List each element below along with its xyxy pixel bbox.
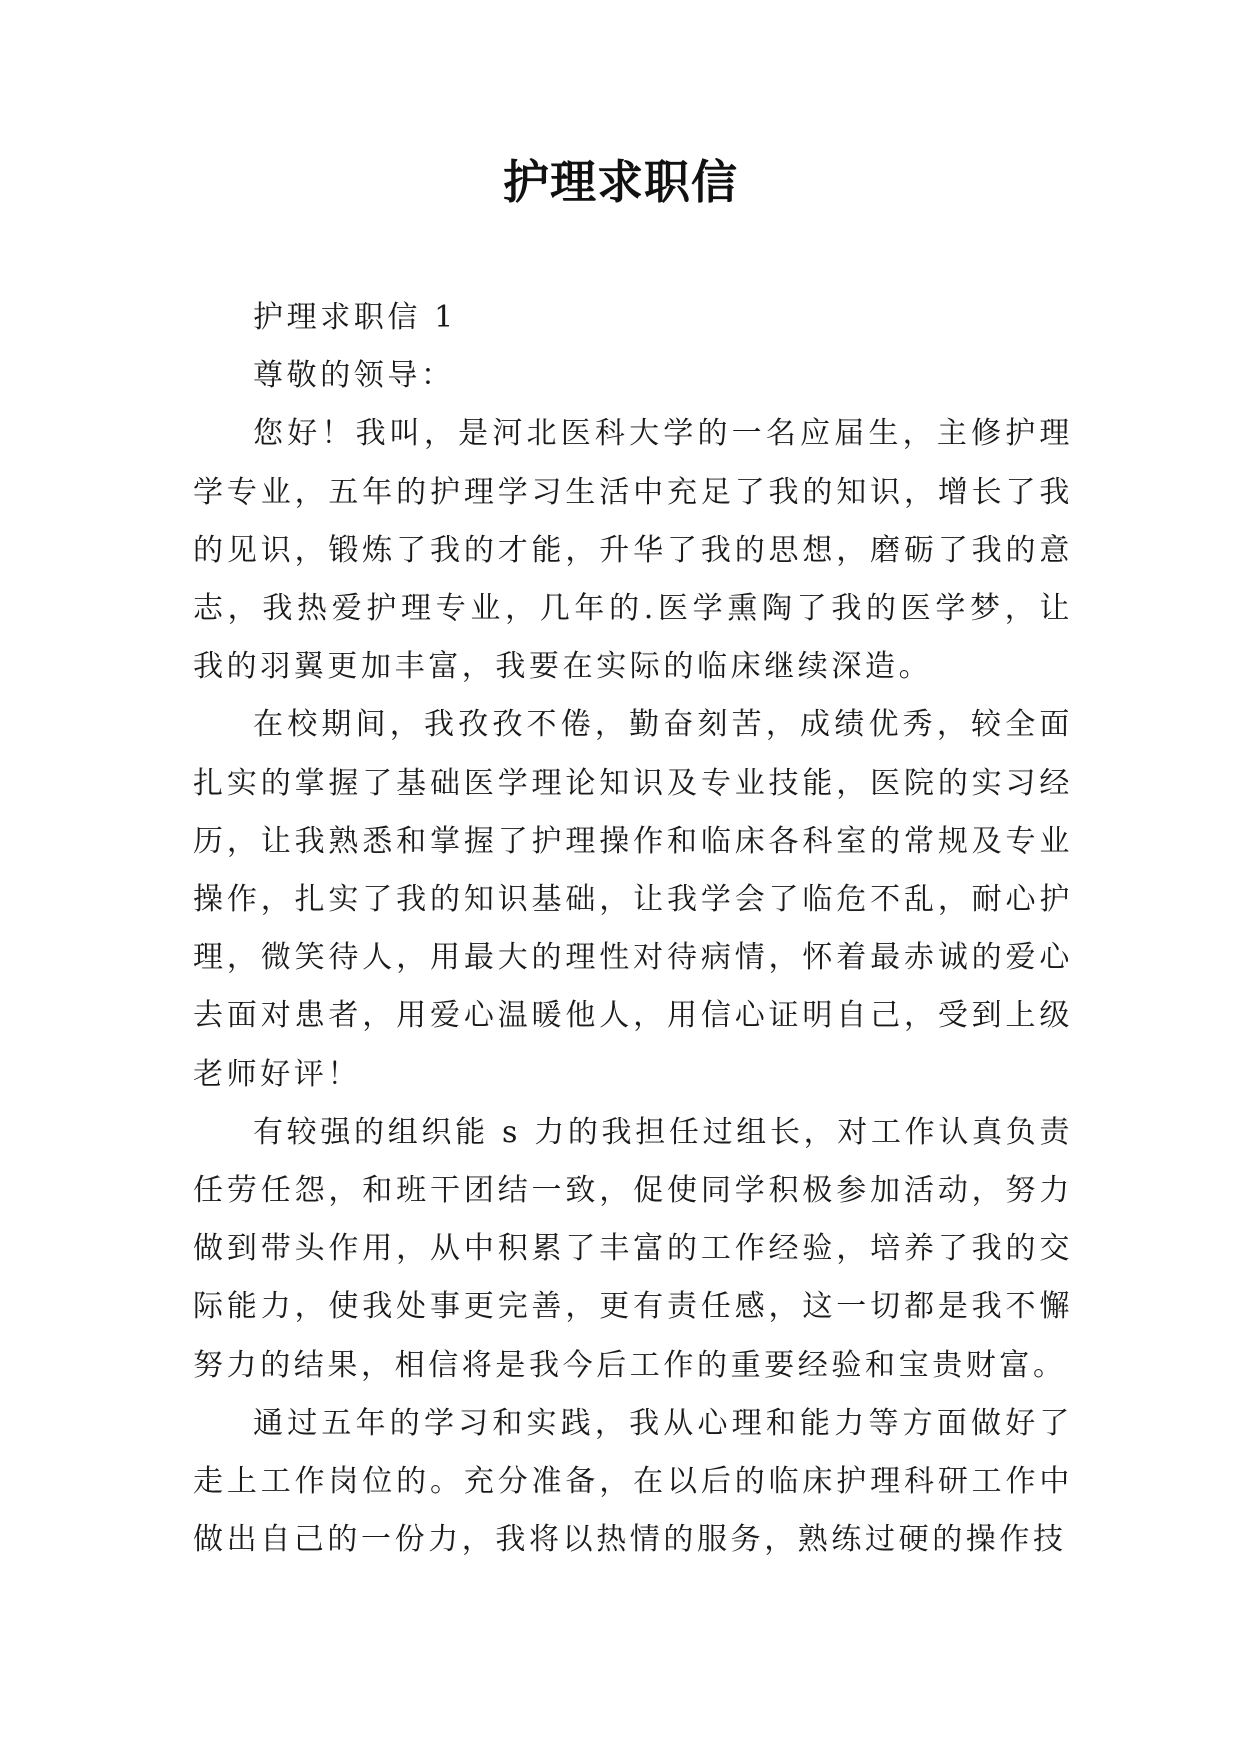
paragraph-school-period: 在校期间，我孜孜不倦，勤奋刻苦，成绩优秀，较全面扎实的掌握了基础医学理论知识及专业技能，医院的实习经历，让我熟悉和掌握了护理操作和临床各科室的常规及专业操作，扎实了我的知识基础，让我学会了临危不乱，耐心护理，微笑待人，用最大的理性对待病情，怀着最赤诚的爱心去面对患者，用爱心温暖他人，用信心证明自己，受到上级老师好评！	[193, 707, 1073, 1092]
paragraph-preparation: 通过五年的学习和实践，我从心理和能力等方面做好了走上工作岗位的。充分准备，在以后的临床护理科研工作中做出自己的一份力，我将以热情的服务，熟练过硬的操作技	[193, 1405, 1073, 1558]
document-title: 护理求职信	[503, 155, 738, 209]
paragraph-introduction: 您好！我叫，是河北医科大学的一名应届生，主修护理学专业，五年的护理学习生活中充足了我的知识，增长了我的见识，锻炼了我的才能，升华了我的思想，磨砺了我的意志，我热爱护理专业，几年的.医学熏陶了我的医学梦，让我的羽翼更加丰富，我要在实际的临床继续深造。	[193, 416, 1073, 685]
document-body	[193, 289, 1073, 1569]
section-heading: 护理求职信 1	[253, 300, 457, 335]
paragraph-organization-ability: 有较强的组织能 s 力的我担任过组长，对工作认真负责任劳任怨，和班干团结一致，促使同学积极参加活动，努力做到带头作用，从中积累了丰富的工作经验，培养了我的交际能力，使我处事更完善，更有责任感，这一切都是我不懈努力的结果，相信将是我今后工作的重要经验和宝贵财富。	[193, 1114, 1073, 1383]
salutation: 尊敬的领导：	[253, 358, 455, 394]
